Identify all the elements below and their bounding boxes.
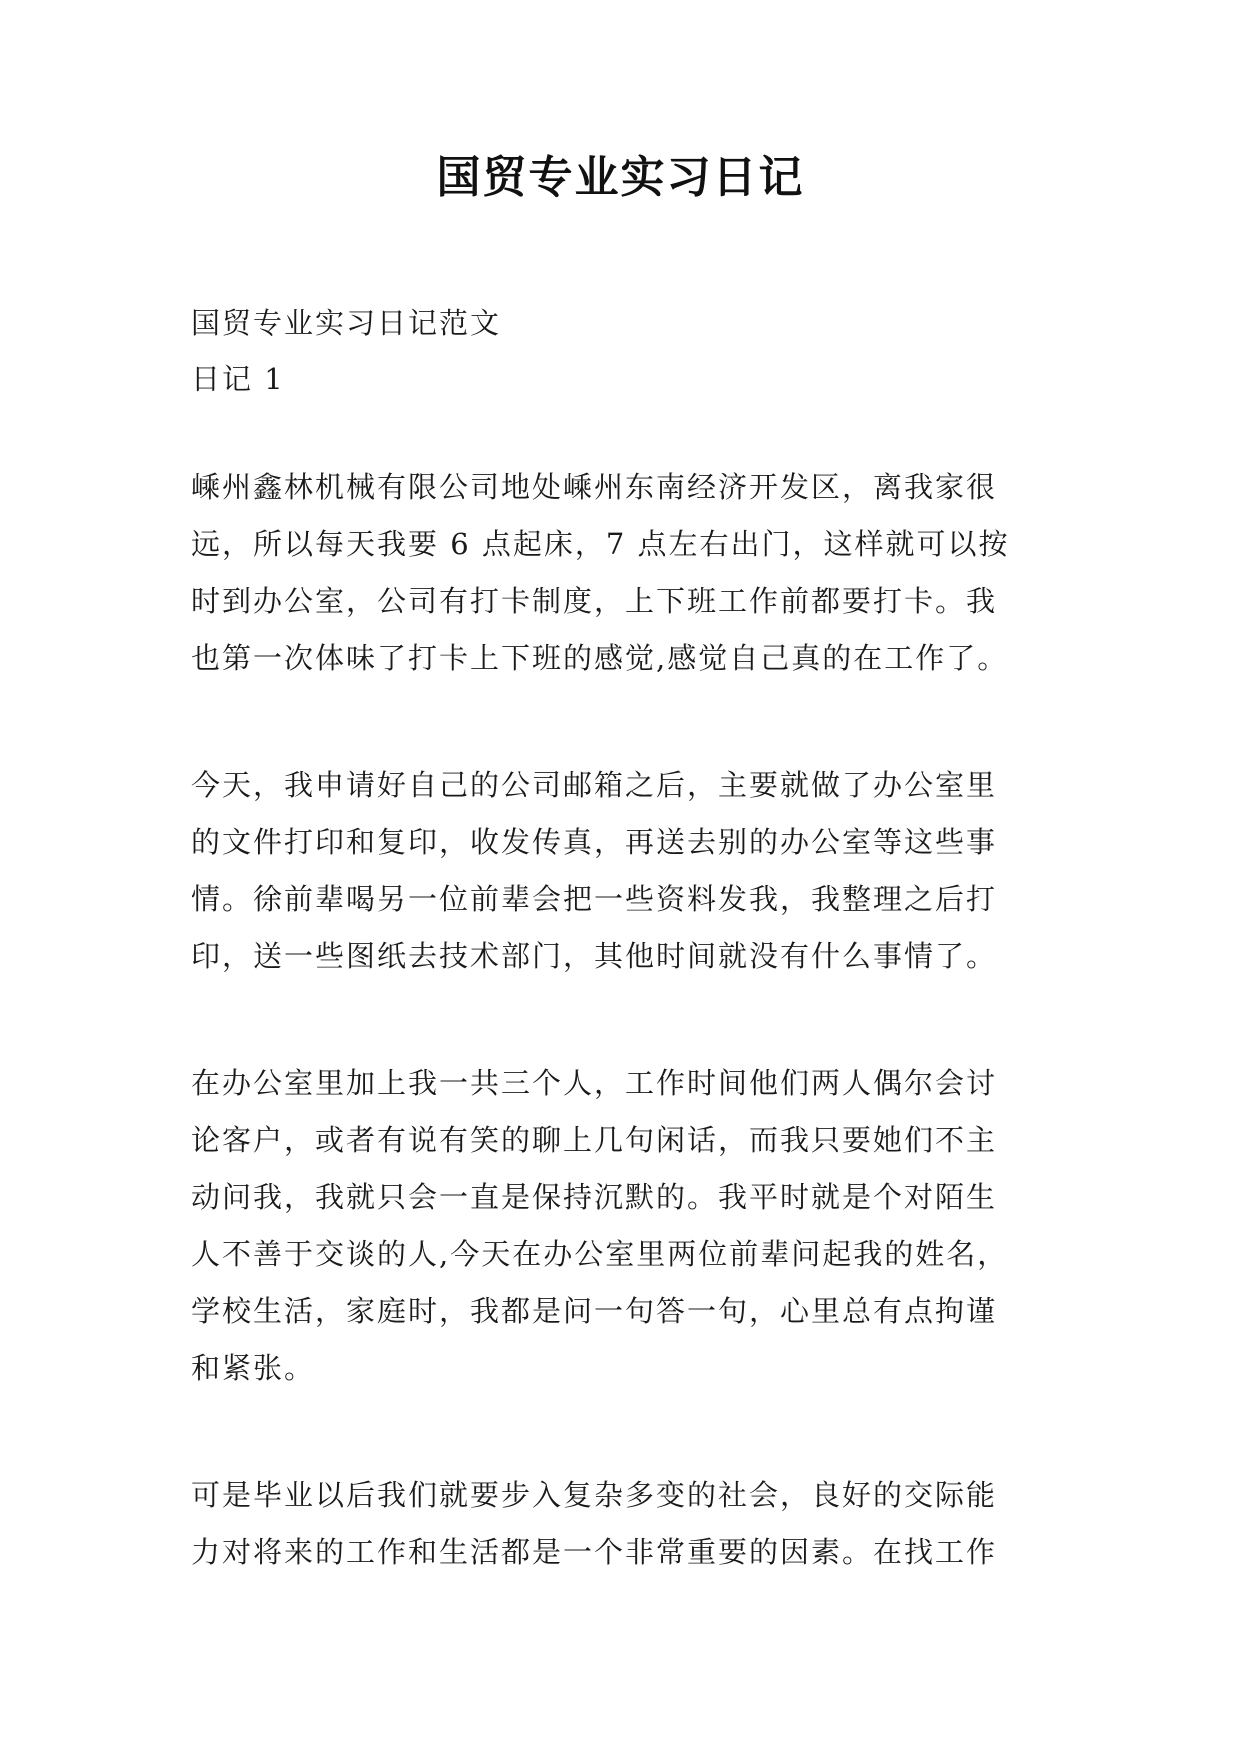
paragraph-line: 论客户，或者有说有笑的聊上几句闲话，而我只要她们不主	[191, 1123, 998, 1157]
paragraph-line: 情。徐前辈喝另一位前辈会把一些资料发我，我整理之后打	[191, 882, 998, 916]
paragraph	[191, 1467, 1071, 1581]
paragraph-line: 在办公室里加上我一共三个人，工作时间他们两人偶尔会讨	[191, 1066, 998, 1100]
paragraph-line: 也第一次体味了打卡上下班的感觉,感觉自己真的在工作了。	[191, 641, 1009, 675]
paragraph	[191, 757, 1071, 985]
document-body	[191, 459, 1071, 1651]
entry-label: 日记 1	[191, 362, 285, 396]
paragraph-line: 动问我，我就只会一直是保持沉默的。我平时就是个对陌生	[191, 1180, 998, 1214]
paragraph-line: 时到办公室，公司有打卡制度，上下班工作前都要打卡。我	[191, 584, 998, 618]
document-title: 国贸专业实习日记	[436, 152, 805, 203]
paragraph-line: 可是毕业以后我们就要步入复杂多变的社会，良好的交际能	[191, 1478, 998, 1512]
paragraph	[191, 1055, 1071, 1397]
document-meta	[191, 295, 1071, 407]
paragraph-line: 今天，我申请好自己的公司邮箱之后，主要就做了办公室里	[191, 768, 998, 802]
paragraph-line: 的文件打印和复印，收发传真，再送去别的办公室等这些事	[191, 825, 998, 859]
paragraph-line: 和紧张。	[191, 1351, 316, 1385]
paragraph-line: 嵊州鑫林机械有限公司地处嵊州东南经济开发区，离我家很	[191, 470, 998, 504]
paragraph-line: 力对将来的工作和生活都是一个非常重要的因素。在找工作	[191, 1535, 998, 1569]
paragraph-line: 学校生活，家庭时，我都是问一句答一句，心里总有点拘谨	[191, 1294, 998, 1328]
paragraph-line: 人不善于交谈的人,今天在办公室里两位前辈问起我的姓名，	[191, 1237, 1009, 1271]
document-subtitle: 国贸专业实习日记范文	[191, 306, 502, 340]
paragraph-line: 印，送一些图纸去技术部门，其他时间就没有什么事情了。	[191, 939, 998, 973]
paragraph-line: 远，所以每天我要 6 点起床，7 点左右出门，这样就可以按	[191, 527, 1010, 561]
paragraph	[191, 459, 1071, 687]
